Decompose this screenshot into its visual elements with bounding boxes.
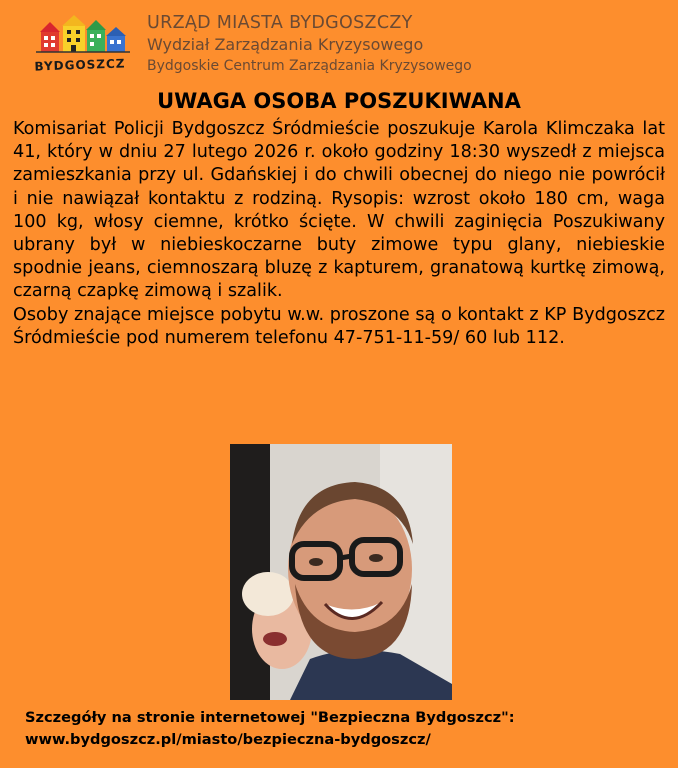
houses-icon (30, 14, 140, 62)
department-name: Wydział Zarządzania Kryzysowego (147, 35, 424, 54)
footer (25, 707, 665, 751)
center-name: Bydgoskie Centrum Zarządzania Kryzysowego (147, 58, 472, 74)
notice-title: UWAGA OSOBA POSZUKIWANA (157, 89, 521, 113)
org-name: URZĄD MIASTA BYDGOSZCZY (147, 13, 413, 33)
missing-person-photo (230, 444, 452, 700)
website-link[interactable]: www.bydgoszcz.pl/miasto/bezpieczna-bydgoszcz/ (25, 731, 431, 748)
contact-instructions: Osoby znające miejsce pobytu w.w. proszone są o kontakt z KP Bydgoszcz Śródmieście pod numerem telefonu 47-751-11-59/ 60 lub 112. (13, 304, 665, 348)
person-photo-image (230, 444, 452, 700)
notice-description: Komisariat Policji Bydgoszcz Śródmieście poszukuje Karola Klimczaka lat 41, który w dniu 27 lutego 2026 r. około godziny 18:30 wyszedł z miejsca zamieszkania przy ul. Gdańskiej i do chwili obecnej do niego nie powrócił i nie nawiązał kontaktu z rodziną. Rysopis: wzrost około 180 cm, waga 100 kg, włosy ciemne, krótko ścięte. W chwili zaginięcia Poszukiwany ubrany był w niebieskoczarne buty zimowe typu glany, niebieskie spodnie jeans, ciemnoszarą bluzę z kapturem, granatową kurtkę zimową, czarną czapkę zimową i szalik. (13, 119, 665, 302)
header (0, 0, 678, 88)
details-label: Szczegóły na stronie internetowej "Bezpieczna Bydgoszcz": (25, 709, 515, 726)
bydgoszcz-logo (30, 14, 140, 78)
notice-body (13, 118, 665, 350)
organization-block (147, 12, 472, 76)
logo-wordmark: BYDGOSZCZ (34, 56, 126, 74)
